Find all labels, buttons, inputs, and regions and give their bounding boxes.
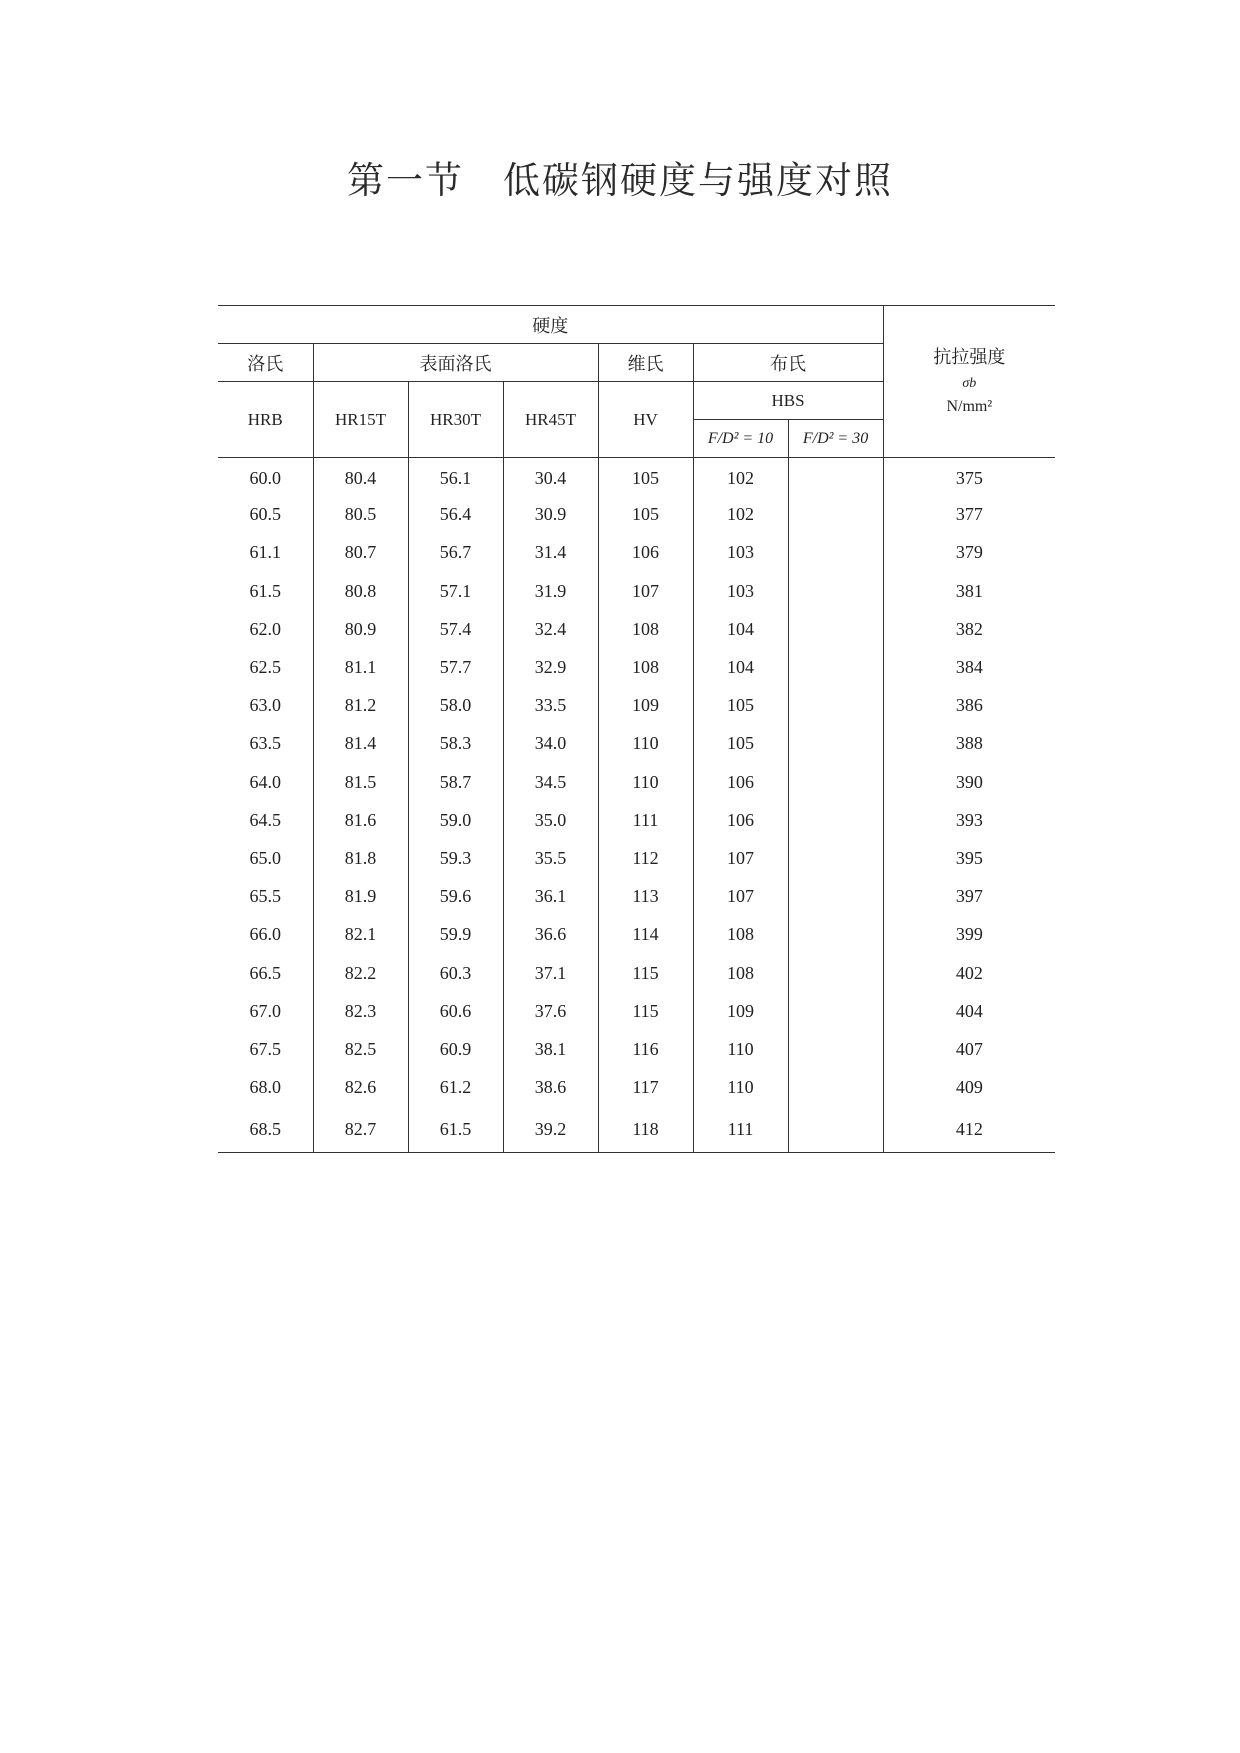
- cell-hr45t: 34.5: [503, 763, 598, 801]
- table-row: [218, 878, 1055, 916]
- cell-hr15t: 81.8: [313, 839, 408, 877]
- cell-hr15t: 80.9: [313, 610, 408, 648]
- cell-hbs-fd10: 105: [693, 687, 788, 725]
- cell-hr45t: 35.0: [503, 801, 598, 839]
- page-title: 第一节 低碳钢硬度与强度对照: [347, 159, 893, 202]
- table-row: [218, 1069, 1055, 1107]
- cell-hbs-fd10: 105: [693, 725, 788, 763]
- cell-hr45t: 38.1: [503, 1030, 598, 1068]
- cell-hbs-fd30: [788, 878, 883, 916]
- cell-hbs-fd30: [788, 1030, 883, 1068]
- cell-hbs-fd30: [788, 1107, 883, 1153]
- cell-tensile-strength: 399: [955, 924, 983, 945]
- cell-hr30t: 57.4: [408, 610, 503, 648]
- cell-hr15t: 81.9: [313, 878, 408, 916]
- cell-hrb: 63.5: [218, 725, 313, 763]
- cell-hbs-fd10: 106: [693, 801, 788, 839]
- cell-hr30t: 59.3: [408, 839, 503, 877]
- cell-hbs-fd30: [788, 839, 883, 877]
- cell-hbs-fd30: [788, 1069, 883, 1107]
- table-row: [218, 954, 1055, 992]
- cell-hbs-fd30: [788, 763, 883, 801]
- cell-hr30t: 56.1: [408, 458, 503, 496]
- table-row: [218, 534, 1055, 572]
- cell-hr15t: 81.1: [313, 648, 408, 686]
- cell-hbs-fd10: 104: [693, 610, 788, 648]
- cell-hr45t: 38.6: [503, 1069, 598, 1107]
- cell-tensile-strength: 381: [955, 580, 983, 601]
- cell-hr15t: 80.4: [313, 458, 408, 496]
- table-row: [218, 687, 1055, 725]
- cell-hr45t: 31.4: [503, 534, 598, 572]
- cell-hrb: 63.0: [218, 687, 313, 725]
- header-hbs: HBS: [693, 382, 883, 420]
- strength-unit: N/mm²: [946, 398, 993, 416]
- cell-hrb: 64.5: [218, 801, 313, 839]
- table-row: [218, 763, 1055, 801]
- cell-hr45t: 34.0: [503, 725, 598, 763]
- cell-hv: 110: [598, 763, 693, 801]
- header-hr15t: HR15T: [313, 382, 408, 458]
- cell-hv: 106: [598, 534, 693, 572]
- cell-tensile-strength: 407: [955, 1038, 983, 1059]
- cell-hbs-fd10: 106: [693, 763, 788, 801]
- cell-tensile-strength: 393: [955, 809, 983, 830]
- cell-hr30t: 57.1: [408, 572, 503, 610]
- cell-hr30t: 58.3: [408, 725, 503, 763]
- cell-hr15t: 81.2: [313, 687, 408, 725]
- table-row: [218, 801, 1055, 839]
- table-row: [218, 839, 1055, 877]
- cell-hr45t: 33.5: [503, 687, 598, 725]
- cell-tensile-strength: 402: [955, 962, 983, 983]
- cell-hr45t: 35.5: [503, 839, 598, 877]
- cell-tensile-strength: 395: [955, 847, 983, 868]
- cell-hbs-fd30: [788, 801, 883, 839]
- cell-hr45t: 30.4: [503, 458, 598, 496]
- table-row: [218, 496, 1055, 534]
- cell-hbs-fd10: 102: [693, 458, 788, 496]
- cell-hv: 110: [598, 725, 693, 763]
- cell-tensile-strength: 377: [955, 504, 983, 525]
- cell-hbs-fd10: 108: [693, 954, 788, 992]
- hardness-strength-table: [218, 305, 1055, 1153]
- cell-hrb: 68.5: [218, 1107, 313, 1153]
- cell-hr15t: 82.1: [313, 916, 408, 954]
- cell-hbs-fd30: [788, 610, 883, 648]
- cell-hr45t: 32.9: [503, 648, 598, 686]
- cell-hr30t: 56.4: [408, 496, 503, 534]
- cell-hbs-fd10: 110: [693, 1069, 788, 1107]
- cell-hbs-fd30: [788, 725, 883, 763]
- cell-hbs-fd10: 111: [693, 1107, 788, 1153]
- cell-hbs-fd30: [788, 916, 883, 954]
- cell-hr15t: 82.7: [313, 1107, 408, 1153]
- cell-hrb: 62.0: [218, 610, 313, 648]
- cell-hrb: 68.0: [218, 1069, 313, 1107]
- table-row: [218, 1107, 1055, 1153]
- cell-hr15t: 81.5: [313, 763, 408, 801]
- cell-hv: 115: [598, 992, 693, 1030]
- table-row: [218, 1030, 1055, 1068]
- cell-hr30t: 59.9: [408, 916, 503, 954]
- cell-hbs-fd10: 110: [693, 1030, 788, 1068]
- cell-tensile-strength: 390: [955, 771, 983, 792]
- cell-hrb: 61.5: [218, 572, 313, 610]
- cell-hr30t: 58.0: [408, 687, 503, 725]
- cell-hv: 118: [598, 1107, 693, 1153]
- cell-hbs-fd10: 103: [693, 572, 788, 610]
- cell-hr45t: 36.1: [503, 878, 598, 916]
- cell-hr30t: 59.6: [408, 878, 503, 916]
- cell-hr45t: 37.6: [503, 992, 598, 1030]
- cell-hr15t: 80.7: [313, 534, 408, 572]
- cell-hr45t: 37.1: [503, 954, 598, 992]
- cell-hv: 112: [598, 839, 693, 877]
- cell-hv: 105: [598, 496, 693, 534]
- cell-hr30t: 58.7: [408, 763, 503, 801]
- table-row: [218, 648, 1055, 686]
- table-body: [218, 458, 1055, 1153]
- cell-hr15t: 82.6: [313, 1069, 408, 1107]
- strength-symbol: σb: [962, 376, 977, 392]
- cell-hbs-fd30: [788, 992, 883, 1030]
- cell-hr15t: 81.6: [313, 801, 408, 839]
- cell-hbs-fd10: 108: [693, 916, 788, 954]
- header-surface-rockwell: 表面洛氏: [313, 344, 598, 382]
- cell-hrb: 65.0: [218, 839, 313, 877]
- cell-tensile-strength: 397: [955, 886, 983, 907]
- cell-hbs-fd30: [788, 572, 883, 610]
- cell-hbs-fd30: [788, 687, 883, 725]
- cell-tensile-strength: 382: [955, 618, 983, 639]
- cell-hrb: 64.0: [218, 763, 313, 801]
- header-rockwell: 洛氏: [218, 344, 313, 382]
- cell-hr45t: 30.9: [503, 496, 598, 534]
- cell-hbs-fd30: [788, 648, 883, 686]
- cell-hv: 114: [598, 916, 693, 954]
- cell-hbs-fd10: 103: [693, 534, 788, 572]
- header-hardness: 硬度: [218, 306, 883, 344]
- cell-hr30t: 61.2: [408, 1069, 503, 1107]
- header-hv: HV: [598, 382, 693, 458]
- cell-hr30t: 60.9: [408, 1030, 503, 1068]
- cell-hv: 105: [598, 458, 693, 496]
- cell-tensile-strength: 388: [955, 733, 983, 754]
- header-vickers: 维氏: [598, 344, 693, 382]
- header-fd10: F/D² = 10: [693, 420, 788, 458]
- cell-hrb: 66.0: [218, 916, 313, 954]
- header-fd30: F/D² = 30: [788, 420, 883, 458]
- strength-title: 抗拉强度: [933, 346, 1006, 367]
- cell-hr45t: 36.6: [503, 916, 598, 954]
- cell-tensile-strength: 412: [955, 1118, 983, 1139]
- cell-hr30t: 60.3: [408, 954, 503, 992]
- table-row: [218, 572, 1055, 610]
- cell-hr45t: 39.2: [503, 1107, 598, 1153]
- header-hrb: HRB: [218, 382, 313, 458]
- cell-hv: 111: [598, 801, 693, 839]
- header-hr45t: HR45T: [503, 382, 598, 458]
- cell-hrb: 66.5: [218, 954, 313, 992]
- cell-hrb: 62.5: [218, 648, 313, 686]
- cell-hr45t: 31.9: [503, 572, 598, 610]
- cell-hv: 117: [598, 1069, 693, 1107]
- cell-hv: 108: [598, 610, 693, 648]
- cell-tensile-strength: 375: [955, 468, 983, 489]
- cell-hbs-fd30: [788, 534, 883, 572]
- cell-hbs-fd10: 107: [693, 839, 788, 877]
- cell-hbs-fd10: 107: [693, 878, 788, 916]
- cell-hbs-fd10: 102: [693, 496, 788, 534]
- cell-hr15t: 81.4: [313, 725, 408, 763]
- cell-tensile-strength: 386: [955, 695, 983, 716]
- cell-tensile-strength: 404: [955, 1000, 983, 1021]
- cell-hv: 108: [598, 648, 693, 686]
- cell-hv: 109: [598, 687, 693, 725]
- cell-tensile-strength: 384: [955, 657, 983, 678]
- cell-hr15t: 82.5: [313, 1030, 408, 1068]
- cell-hr15t: 82.3: [313, 992, 408, 1030]
- cell-hr30t: 60.6: [408, 992, 503, 1030]
- cell-hv: 107: [598, 572, 693, 610]
- cell-hrb: 60.5: [218, 496, 313, 534]
- table-row: [218, 725, 1055, 763]
- cell-hr30t: 57.7: [408, 648, 503, 686]
- cell-hrb: 67.0: [218, 992, 313, 1030]
- table-row: [218, 458, 1055, 496]
- cell-hrb: 65.5: [218, 878, 313, 916]
- table-row: [218, 610, 1055, 648]
- cell-hv: 113: [598, 878, 693, 916]
- cell-hrb: 67.5: [218, 1030, 313, 1068]
- cell-hbs-fd30: [788, 496, 883, 534]
- cell-hv: 116: [598, 1030, 693, 1068]
- cell-hr30t: 59.0: [408, 801, 503, 839]
- cell-hrb: 60.0: [218, 458, 313, 496]
- cell-hr30t: 56.7: [408, 534, 503, 572]
- cell-hbs-fd10: 104: [693, 648, 788, 686]
- cell-hv: 115: [598, 954, 693, 992]
- cell-hr45t: 32.4: [503, 610, 598, 648]
- cell-hr15t: 80.5: [313, 496, 408, 534]
- cell-hbs-fd10: 109: [693, 992, 788, 1030]
- table-row: [218, 992, 1055, 1030]
- header-brinell: 布氏: [693, 344, 883, 382]
- cell-tensile-strength: 379: [955, 542, 983, 563]
- cell-hrb: 61.1: [218, 534, 313, 572]
- cell-hbs-fd30: [788, 458, 883, 496]
- cell-tensile-strength: 409: [955, 1077, 983, 1098]
- header-strength: [883, 306, 1055, 458]
- header-hr30t: HR30T: [408, 382, 503, 458]
- cell-hbs-fd30: [788, 954, 883, 992]
- cell-hr15t: 82.2: [313, 954, 408, 992]
- cell-hr15t: 80.8: [313, 572, 408, 610]
- table-row: [218, 916, 1055, 954]
- cell-hr30t: 61.5: [408, 1107, 503, 1153]
